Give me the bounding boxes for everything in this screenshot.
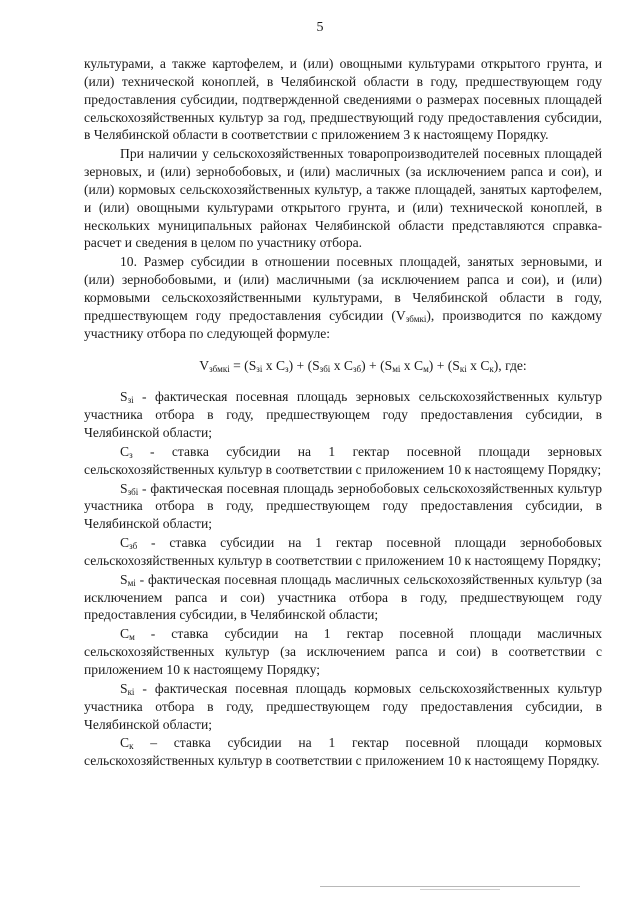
item-10-text-a: 10. Размер субсидии в отношении посевных площадей, занятых зерновыми, и (или) зернобобовыми, и (или) масличными (за исключением рапса и сои), и (или) кормовыми сельскохозяйственными культурами, в Челябинской области в году, предшествующем году предоставления субсидии (V — [84, 254, 602, 323]
definition-c-k: $C_к$ – ставка субсидии на 1 гектар посевной площади кормовых сельскохозяйственных культур в соответствии с приложением 10 к настоящему Порядку. — [84, 735, 602, 769]
definition-c-m: $C_м$ - ставка субсидии на 1 гектар посевной площади масличных сельскохозяйственных культур (за исключением рапса и сои) в соответствии с приложением 10 к настоящему Порядку; — [84, 626, 602, 677]
definition-s-ki: $S_{кі}$ - фактическая посевная площадь кормовых сельскохозяйственных культур участника отбора в году, предшествующем году предоставления субсидии, в Челябинской области; — [84, 680, 602, 732]
paragraph-multiple-districts: При наличии у сельскохозяйственных товаропроизводителей посевных площадей зерновых, и (или) зернобобовых, и (или) масличных (за исключением рапса и сои), и (или) кормовых сельскохозяйственных культур, а также площадей, занятых картофелем, и (или) овощными культурами открытого грунта, и (или) технической коноплей, в нескольких муниципальных районах Челябинской области представляются справка-расчет и сведения в целом по участнику отбора. — [84, 146, 602, 251]
definition-c-z: $C_з$ - ставка субсидии на 1 гектар посевной площади зерновых сельскохозяйственных культур в соответствии с приложением 10 к настоящему Порядку; — [84, 443, 602, 477]
item-10-text-b: ), производится по каждому участнику отбора по следующей формуле: — [84, 307, 602, 341]
definition-s-mi: $S_{мі}$ - фактическая посевная площадь масличных сельскохозяйственных культур (за исключением рапса и сои) участника отбора в году, предшествующем году предоставления субсидии, в Челябинской области; — [84, 571, 602, 623]
definition-s-zi: $S_{зі}$ - фактическая посевная площадь зерновых сельскохозяйственных культур участника отбора в году, предшествующем году предоставления субсидии, в Челябинской области; — [84, 389, 602, 441]
footer-rule-faint — [420, 889, 500, 890]
subsidy-formula: $V_{збмкі} = (S_{зі}$ x $C_з) + (S_{збі}$ x $C_{зб}) + (S_{мі}$ x $C_м) + (S_{кі}$ x $C_к$), где: — [199, 357, 527, 374]
paragraph-item-10 — [84, 253, 602, 342]
document-body — [84, 55, 602, 770]
definition-c-zb: $C_{зб}$ - ставка субсидии на 1 гектар посевной площади зернобобовых сельскохозяйственных культур в соответствии с приложением 10 к настоящему Порядку; — [84, 535, 602, 568]
definition-s-zbi: $S_{збі}$ - фактическая посевная площадь зернобобовых сельскохозяйственных культур участника отбора в году, предшествующем году предоставления субсидии, в Челябинской области; — [84, 480, 602, 532]
footer-rule — [320, 886, 580, 887]
page-number: 5 — [316, 20, 324, 35]
item-10-subscript: збмкі — [405, 313, 427, 324]
paragraph-continuation: культурами, а также картофелем, и (или) овощными культурами открытого грунта, и (или) технической коноплей, в Челябинской области в году, предшествующем году предоставления субсидии, подтвержденной сведениями о размерах посевных площадей сельскохозяйственных культур за год, предшествующий году предоставления субсидии, в Челябинской области в соответствии с приложением 3 к настоящему Порядку. — [84, 56, 602, 143]
